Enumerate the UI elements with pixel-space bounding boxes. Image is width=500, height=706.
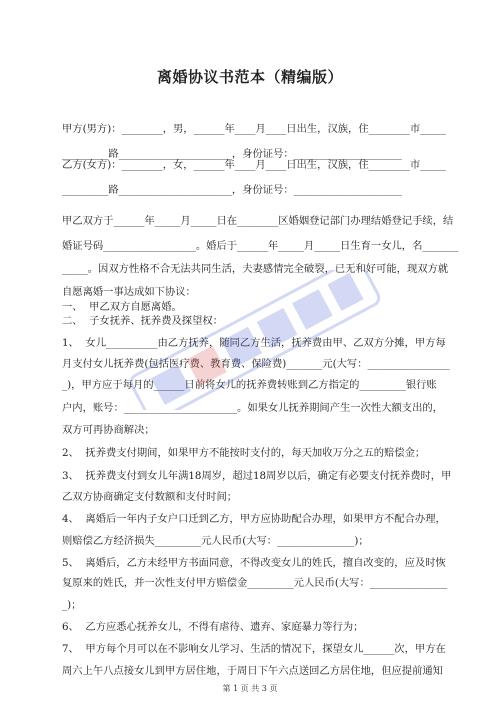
text-line: 一、 甲乙双方自愿离婚。: [62, 301, 182, 313]
text-line: 则赔偿乙方经济损失_________元人民币(大写：_______________)；: [62, 535, 369, 547]
text-line: 月支付女儿抚养费(包括医疗费、教育费、保险费)_______元(大写：________________: [62, 358, 450, 370]
text-line: 1、 女儿__________由乙方抚养，随同乙方生活，抚养费由甲、乙双方分摊，甲方每: [62, 337, 446, 349]
text-line: _________路______________________，身份证号：_____________________: [62, 148, 402, 160]
text-line: 6、 乙方应悉心抚养女儿，不得有虐待、遗弃、家庭暴力等行为；: [62, 621, 364, 633]
text-line: 复原来的姓氏，并一次性支付甲方赔偿金_________元人民币(大写：_______________: [62, 577, 448, 589]
text-line: 7、 甲方每个月可以在不影响女儿学习、生活的情况下，探望女儿______次，甲方在: [62, 643, 446, 655]
text-line: _____。因双方性格不合无法共同生活，夫妻感情完全破裂，已无和好可能，现双方就: [62, 263, 449, 275]
text-line: 5、 离婚后，乙方未经甲方书面同意，不得改变女儿的姓氏，擅自改变的，应及时恢: [62, 557, 446, 569]
text-line: 2、 抚养费支付期间，如果甲方不能按时支付的，每天加收万分之五的赔偿金；: [62, 447, 426, 459]
text-line: _)，甲方应于每月的______日前将女儿的抚养费转账到乙方指定的_________银行账: [62, 379, 437, 391]
page-title: 离婚协议书范本（精编版）: [156, 68, 343, 86]
text-line: 乙方(女方)：________，女，______年____月____日出生，汉族，住________市_____: [62, 159, 446, 171]
text-line: 二、 子女抚养、抚养费及探望权：: [62, 315, 223, 327]
text-line: 周六上午八点接女儿到甲方居住地，于周日下午六点送回乙方居住地，但应提前通知: [62, 665, 443, 677]
text-line: 乙双方协商确定支付数额和支付时间；: [62, 491, 238, 503]
text-line: 4、 离婚后一年内子女户口迁到乙方，甲方应协助配合办理，如果甲方不配合办理，: [62, 513, 446, 525]
text-line: 户内，账号：______________________。如果女儿抚养期间产生一次性大额支出的，: [62, 402, 443, 414]
page-footer: 第 1 页 共 3 页: [222, 684, 278, 693]
text-line: _________路______________________，身份证号：_____________________: [62, 184, 402, 196]
text-line: 双方可再协商解决；: [62, 424, 155, 436]
text-line: 甲乙双方于______年_____月_____日在________区婚姻登记部门办理结婚登记手续，结: [62, 215, 454, 227]
text-line: 3、 抚养费支付到女儿年满18周岁，超过18周岁以后，确定有必要支付抚养费时，甲: [62, 470, 452, 482]
text-line: _)；: [62, 599, 82, 611]
text-line: 甲方(男方)：________，男，______年____月____日出生，汉族，住________市_____: [62, 123, 446, 135]
text-line: 婚证号码__________________。婚后于______年_____月_____日生育一女儿，名_______: [62, 240, 459, 252]
text-line: 自愿离婚一事达成如下协议：: [62, 286, 196, 298]
